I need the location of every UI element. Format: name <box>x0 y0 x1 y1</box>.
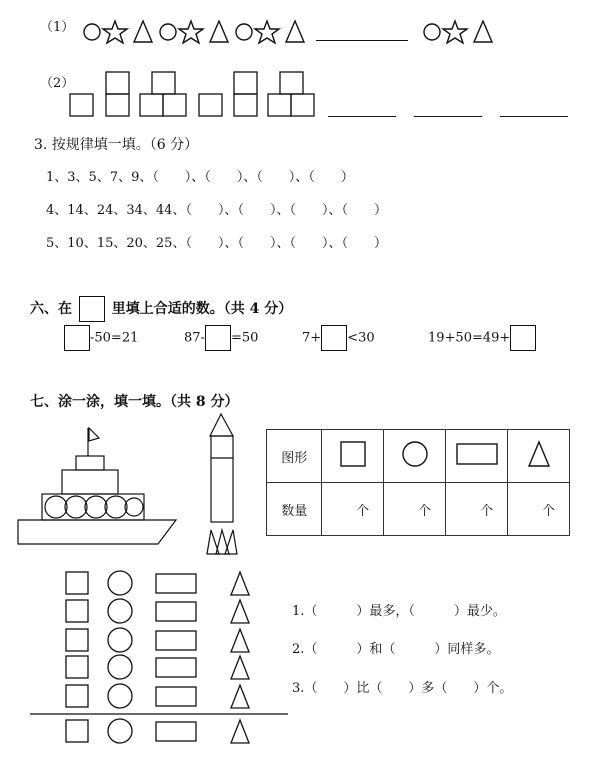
section6-title: 六、在 里填上合适的数。（共 4 分） <box>30 296 292 322</box>
answer-box[interactable] <box>321 325 347 351</box>
circle-shape <box>108 719 132 743</box>
blank[interactable]: （ ） <box>341 236 388 251</box>
answer-box <box>79 296 105 322</box>
equation-3: 7+ <30 <box>302 325 375 351</box>
count-cell[interactable]: 个 <box>384 483 446 536</box>
q1-label: （1） <box>40 20 75 35</box>
section3-title: 3. 按规律填一填。（6 分） <box>34 137 199 153</box>
q1-tail <box>422 18 502 48</box>
rocket-figure <box>207 412 247 557</box>
triangle-shape <box>474 21 492 42</box>
table-cell-circle <box>384 430 446 483</box>
triangle-shape <box>231 572 249 595</box>
star-shape <box>179 21 203 43</box>
circle-shape <box>160 24 176 40</box>
answer-box[interactable] <box>205 325 231 351</box>
table-header-shape: 图形 <box>267 430 322 483</box>
question-1: 1.（ ）最多，（ ）最少。 <box>292 604 506 619</box>
q2-pattern <box>70 68 330 118</box>
answer-line[interactable] <box>500 116 568 117</box>
circle-shape <box>84 24 100 40</box>
square-shape <box>66 685 88 707</box>
triangle-icon <box>527 440 551 468</box>
square-stack-1 <box>70 94 93 116</box>
ship-figure <box>18 424 183 544</box>
blank[interactable]: （ ）、 <box>152 170 205 185</box>
star-shape <box>103 21 127 43</box>
square-shape <box>66 720 88 742</box>
section7-title: 七、涂一涂，填一填。（共 8 分） <box>30 394 239 410</box>
circle-shape <box>108 628 132 652</box>
blank[interactable]: （ ）、 <box>237 203 290 218</box>
blank[interactable]: （ ）、 <box>237 236 290 251</box>
shape-count-table <box>266 429 570 536</box>
circle-shape <box>236 24 252 40</box>
triangle-shape <box>231 600 249 623</box>
sequence-row-2: 4、14、24、34、44、（ ）、（ ）、（ ）、（ ） <box>46 203 388 218</box>
square-shape <box>66 572 88 594</box>
blank[interactable]: （ ） <box>308 170 354 185</box>
triangle-shape <box>231 629 249 652</box>
triangle-shape <box>286 21 304 42</box>
circle-shape <box>108 655 132 679</box>
equation-1: -50=21 <box>64 325 138 351</box>
answer-line[interactable] <box>414 116 482 117</box>
flag-icon <box>89 428 99 441</box>
rectangle-shape <box>156 574 196 593</box>
star-shape <box>443 21 467 43</box>
circle-shape <box>108 571 132 595</box>
blank[interactable]: （ ）、 <box>185 203 238 218</box>
star-shape <box>255 21 279 43</box>
answer-box[interactable] <box>64 325 90 351</box>
table-cell-square <box>322 430 384 483</box>
equation-2: 87- =50 <box>184 325 258 351</box>
q2-label: （2） <box>40 76 75 91</box>
triangle-shape <box>210 21 228 42</box>
answer-box[interactable] <box>510 325 536 351</box>
blank[interactable]: （ ） <box>341 203 388 218</box>
rectangle-shape <box>156 722 196 741</box>
square-stack-3 <box>280 72 303 94</box>
count-cell[interactable]: 个 <box>322 483 384 536</box>
square-stack-1 <box>199 94 222 116</box>
sequence-row-1: 1、3、5、7、9、（ ）、（ ）、（ ）、（ ） <box>46 170 354 185</box>
square-shape <box>66 600 88 622</box>
sequence-row-3: 5、10、15、20、25、（ ）、（ ）、（ ）、（ ） <box>46 236 388 251</box>
rectangle-icon <box>456 442 498 466</box>
square-shape <box>66 656 88 678</box>
blank[interactable]: （ ）、 <box>289 203 342 218</box>
rectangle-shape <box>156 631 196 650</box>
blank[interactable]: （ ）、 <box>185 236 238 251</box>
square-stack-2 <box>106 72 129 94</box>
circle-shape <box>108 684 132 708</box>
circle-shape <box>424 24 440 40</box>
table-cell-rectangle <box>445 430 507 483</box>
blank[interactable]: （ ）、 <box>289 236 342 251</box>
triangle-shape <box>231 656 249 679</box>
q1-pattern <box>82 18 322 48</box>
question-2: 2.（ ）和（ ）同样多。 <box>292 642 500 657</box>
table-header-count: 数量 <box>267 483 322 536</box>
count-cell[interactable]: 个 <box>508 483 570 536</box>
square-shape <box>66 629 88 651</box>
square-stack-2 <box>234 72 257 94</box>
triangle-shape <box>134 21 152 42</box>
question-3: 3.（ ）比（ ）多（ ）个。 <box>292 681 513 696</box>
triangle-shape <box>231 685 249 708</box>
triangle-shape <box>231 720 249 743</box>
square-icon <box>340 441 366 467</box>
answer-line[interactable] <box>316 40 408 41</box>
rectangle-shape <box>156 658 196 677</box>
circle-icon <box>401 440 429 468</box>
count-cell[interactable]: 个 <box>445 483 507 536</box>
blank[interactable]: （ ）、 <box>204 170 257 185</box>
answer-line[interactable] <box>328 116 396 117</box>
square-stack-3 <box>152 72 175 94</box>
circle-shape <box>108 599 132 623</box>
equation-4: 19+50=49+ <box>428 325 536 351</box>
shape-grid <box>30 570 300 750</box>
table-cell-triangle <box>508 430 570 483</box>
blank[interactable]: （ ）、 <box>256 170 309 185</box>
rectangle-shape <box>156 687 196 706</box>
rectangle-shape <box>156 602 196 621</box>
